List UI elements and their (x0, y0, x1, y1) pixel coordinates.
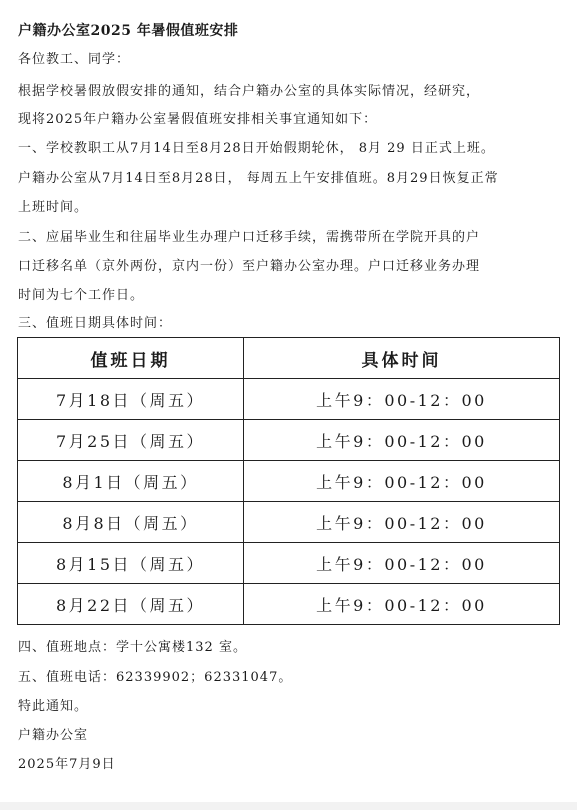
notice-title: 户籍办公室2025 年暑假值班安排 (18, 23, 239, 39)
duty-date-cell: 8月22日（周五） (18, 584, 244, 625)
item2-line-3: 时间为七个工作日。 (18, 288, 145, 303)
duty-time-cell: 上午9：00-12：00 (244, 584, 560, 625)
duty-date-cell: 7月25日（周五） (18, 420, 244, 461)
item4-location: 四、值班地点：学十公寓楼132 室。 (18, 640, 247, 655)
header-duty-date: 值班日期 (18, 338, 244, 379)
table-header-row (18, 338, 560, 379)
table-row (18, 543, 560, 584)
item2-line-1: 二、应届毕业生和往届毕业生办理户口迁移手续，需携带所在学院开具的户 (18, 230, 481, 245)
greeting: 各位教工、同学： (18, 52, 131, 67)
duty-schedule-table (17, 337, 560, 625)
item3-heading: 三、值班日期具体时间： (18, 316, 173, 331)
table-row (18, 420, 560, 461)
duty-time-cell: 上午9：00-12：00 (244, 461, 560, 502)
item1-line-2: 户籍办公室从7月14日至8月28日， 每周五上午安排值班。8月29日恢复正常 (18, 171, 499, 186)
item5-phone: 五、值班电话：62339902；62331047。 (18, 670, 293, 685)
duty-date-cell: 8月15日（周五） (18, 543, 244, 584)
intro-line-2: 现将2025年户籍办公室暑假值班安排相关事宜通知如下： (18, 112, 378, 127)
duty-time-cell: 上午9：00-12：00 (244, 502, 560, 543)
table-row (18, 584, 560, 625)
table-row (18, 502, 560, 543)
bottom-edge-shade (0, 802, 577, 810)
notice-date: 2025年7月9日 (18, 757, 116, 772)
duty-time-cell: 上午9：00-12：00 (244, 379, 560, 420)
duty-date-cell: 7月18日（周五） (18, 379, 244, 420)
closing-text: 特此通知。 (18, 699, 89, 714)
table-row (18, 461, 560, 502)
table-row (18, 379, 560, 420)
item1-line-3: 上班时间。 (18, 200, 89, 215)
item2-line-2: 口迁移名单（京外两份，京内一份）至户籍办公室办理。户口迁移业务办理 (18, 259, 481, 274)
item1-line-1: 一、学校教职工从7月14日至8月28日开始假期轮休， 8月 29 日正式上班。 (18, 141, 495, 156)
duty-date-cell: 8月1日（周五） (18, 461, 244, 502)
header-duty-time: 具体时间 (244, 338, 560, 379)
intro-line-1: 根据学校暑假放假安排的通知，结合户籍办公室的具体实际情况，经研究， (18, 84, 481, 99)
duty-time-cell: 上午9：00-12：00 (244, 543, 560, 584)
duty-date-cell: 8月8日（周五） (18, 502, 244, 543)
duty-time-cell: 上午9：00-12：00 (244, 420, 560, 461)
signature-office: 户籍办公室 (18, 728, 89, 743)
